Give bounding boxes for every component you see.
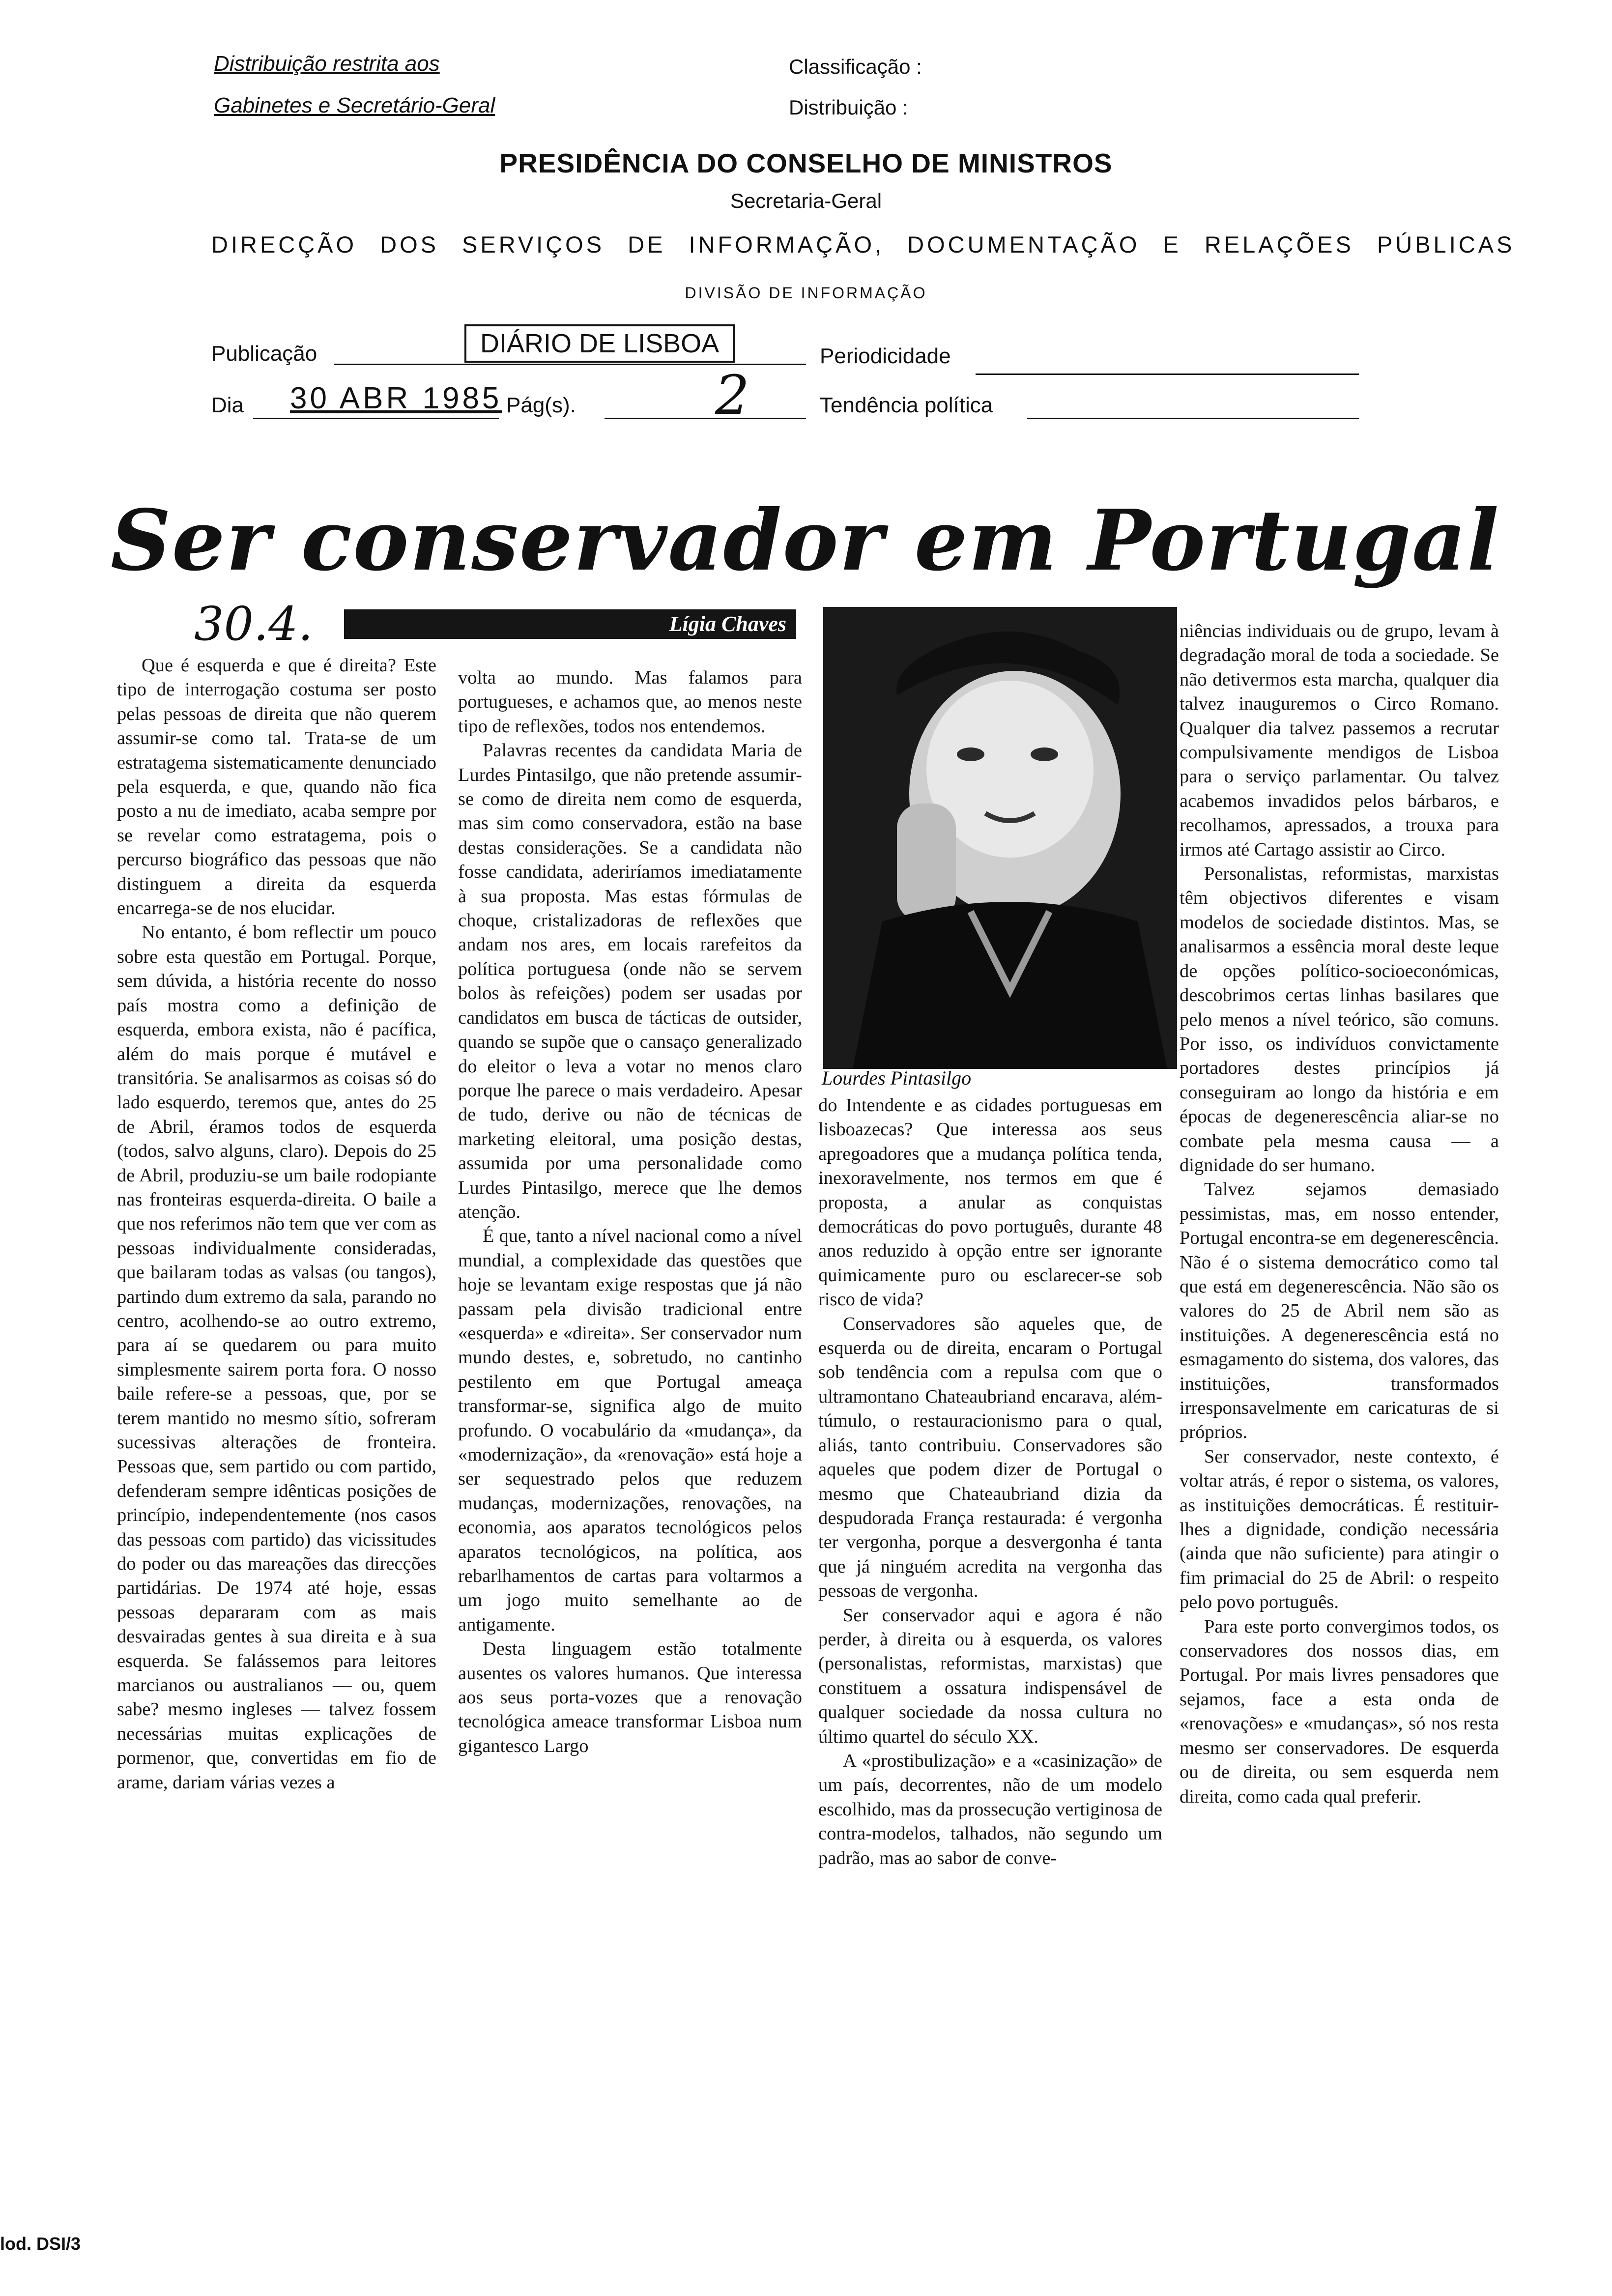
publicacao-label: Publicação — [211, 342, 317, 366]
col4-paragraph-2: Personalistas, reformistas, marxistas têm objectivos diferentes e visam modelos de sociedade distintos. Mas, se analisarmos a essência moral deste leque de opções político-socioeconómicas, descobrimos certas linhas basilares que pelo menos a nível teórico, são comuns. Por isso, os indivíduos convictamente portadores destes princípios já conseguiram ao longo da história e em épocas de degenerescência aliar-se no combate pela mesma causa — a dignidade do ser humano. — [1180, 863, 1499, 1176]
handwritten-note: 30.4. — [194, 597, 313, 651]
col1-paragraph-2: No entanto, é bom reflectir um pouco sobre esta questão em Portugal. Porque, sem dúvida, a história recente do nosso país mostra como a definição de esquerda, embora exista, não é pacífica, além do mais porque é mutável e transitória. Se analisarmos as coisas só do lado esquerdo, teremos que, antes do 25 de Abril, éramos todos de esquerda (todos, salvo alguns, claro). Depois do 25 de Abril, produziu-se um baile rodopiante nas fronteiras esquerda-direita. O baile a que nos referimos não tem que ver com as pessoas individualmente consideradas, que bailaram todas as valsas (ou tangos), partindo dum extremo da sala, parando no centro, acolhendo-se ao outro extremo, para aí se quedarem ou para muito simplesmente sairem porta fora. O nosso baile refere-se a pessoas, que, por se terem mantido no mesmo sítio, sofreram sucessivas alterações de fronteira. Pessoas que, sem partido ou com partido, defenderam sempre idênticas posições de princípio, independentemente (nos casos das pessoas com partido) das vicissitudes do poder ou das mareações das direcções partidárias. De 1974 até hoje, essas pessoas depararam com as mais desvairadas gentes à sua direita e à sua esquerda. Se falássemos para leitores marcianos ou australianos — ou, quem sabe? mesmo ingleses — talvez fossem necessárias muitas explicações de pormenor, que, convertidas em fio de arame, dariam várias vezes a — [117, 922, 437, 1793]
photo-caption: Lourdes Pintasilgo — [822, 1067, 972, 1089]
article-headline: Ser conservador em Portugal — [111, 491, 1500, 590]
direction-line: DIRECÇÃO DOS SERVIÇOS DE INFORMAÇÃO, DOCUMENTAÇÃO E RELAÇÕES PÚBLICAS — [211, 231, 1515, 258]
col2-paragraph-3: É que, tanto a nível nacional como a nível mundial, a complexidade das questões que hoje se levantam exige respostas que já não passam pela divisão tradicional entre «esquerda» e «direita». Ser conservador num mundo destes, e, sobretudo, no cantinho pestilento em que Portugal ameaça transformar-se, significa algo de muito profundo. O vocabulário da «mudança», da «modernização», da «renovação» está hoje a ser sequestrado pelos que reduzem mudanças, modernizações, renovações, na economia, aos aparatos tecnológicos pelos aparatos tecnológicos, na política, aos rebarlhamentos de cartas para voltarmos a um jogo muito semelhante ao de antigamente. — [458, 1226, 802, 1635]
article-column-2 — [458, 666, 802, 1758]
col4-paragraph-4: Ser conservador, neste contexto, é voltar atrás, é repor o sistema, os valores, as instituições democráticas. É restituir-lhes a dignidade, condição necessária (ainda que não suficiente) para atingir o fim primacial do 25 de Abril: o respeito pelo povo português. — [1180, 1446, 1499, 1613]
dia-label: Dia — [211, 393, 244, 417]
distribution-line-1: Distribuição restrita aos — [214, 52, 440, 76]
col3-paragraph-4: A «prostibulização» e a «casinização» de um país, decorrentes, não de um modelo escolhido, mas da prossecução vertiginosa de contra-modelos, talhados, não segundo um padrão, mas ao sabor de conve- — [818, 1750, 1162, 1868]
form-code: lod. DSI/3 — [0, 2234, 81, 2254]
division-line: DIVISÃO DE INFORMAÇÃO — [685, 284, 927, 302]
tendencia-label: Tendência política — [820, 393, 993, 417]
article-column-4 — [1180, 619, 1499, 1809]
col2-paragraph-4: Desta linguagem estão totalmente ausentes os valores humanos. Que interessa aos seus porta-vozes que a renovação tecnológica ameace transformar Lisboa num gigantesco Largo — [458, 1638, 802, 1756]
tendencia-line — [1027, 418, 1359, 419]
org-title: PRESIDÊNCIA DO CONSELHO DE MINISTROS — [499, 148, 1113, 178]
col4-paragraph-5: Para este porto convergimos todos, os conservadores dos nossos dias, em Portugal. Por mais livres pensadores que sejamos, face a esta onda de «renovações» e «mudanças», só nos resta mesmo ser conservadores. De esquerda ou de direita, ou sem esquerda nem direita, como cada qual preferir. — [1180, 1616, 1499, 1807]
col3-paragraph-3: Ser conservador aqui e agora é não perder, à direita ou à esquerda, os valores (personalistas, reformistas, marxistas) que constituem a ossatura indispensável de qualquer sociedade da nossa cultura no último quartel do século XX. — [818, 1605, 1162, 1747]
distribuicao-label: Distribuição : — [789, 96, 908, 119]
publicacao-value: DIÁRIO DE LISBOA — [464, 324, 735, 363]
pags-line — [604, 418, 806, 419]
col4-paragraph-1: niências individuais ou de grupo, levam à degradação moral de toda a sociedade. Se não detivermos esta marcha, qualquer dia talvez inauguremos o Circo Romano. Qualquer dia talvez passemos a recrutar compulsivamente mendigos de Lisboa para o serviço parlamentar. Ou talvez acabemos invadidos pelos bárbaros, e recolhamos, apressados, a trouxa para irmos até Cartago assistir ao Circo. — [1180, 621, 1499, 860]
col2-paragraph-2: Palavras recentes da candidata Maria de Lurdes Pintasilgo, que não pretende assumir-se como de direita nem como de esquerda, mas sim como conservadora, estão na base destas considerações. Se a candidata não fosse candidata, aderiríamos imediatamente à sua proposta. Mas estas fórmulas de choque, cristalizadoras de reflexões que andam nos ares, em locais rarefeitos da política portuguesa (onde não se servem bolos às refeições) podem ser usadas por candidatos em busca de tácticas de outsider, quando se supõe que o cansaço generalizado do eleitor o leva a votar no menos claro porque lhe parece o mais verdadeiro. Apesar de tudo, derive ou não de técnicas de marketing eleitoral, uma posição destas, assumida por uma personalidade como Lurdes Pintasilgo, merece que lhe demos atenção. — [458, 740, 802, 1222]
col1-paragraph-1: Que é esquerda e que é direita? Este tipo de interrogação costuma ser posto pelas pessoas de direita que não querem assumir-se como tal. Trata-se de um estratagema sistematicamente denunciado pela esquerda, e que, quando não fica posto a nu de imediato, acaba sempre por se revelar como estratagema, pois o percurso biográfico das pessoas que não distinguem a direita da esquerda encarrega-se de nos elucidar. — [117, 655, 436, 919]
dia-value: 30 ABR 1985 — [290, 381, 502, 415]
pags-value: 2 — [715, 364, 749, 427]
article-column-3 — [818, 1093, 1162, 1870]
sub-org: Secretaria-Geral — [730, 189, 882, 212]
col2-paragraph-1: volta ao mundo. Mas falamos para portugueses, e achamos que, ao menos neste tipo de reflexões, todos nos entendemos. — [458, 667, 802, 737]
periodicidade-label: Periodicidade — [820, 344, 951, 368]
portrait-photo — [823, 607, 1177, 1069]
portrait-photo-illustration — [823, 607, 1177, 1069]
article-column-1 — [117, 654, 436, 1795]
col3-paragraph-1: do Intendente e as cidades portuguesas em lisboazecas? Que interessa aos seus apregoadores que a mudança política tenda, inexoravelmente, nos termos em que é proposta, a anular as conquistas democráticas do povo português, durante 48 anos reduzido à opção entre ser ignorante quimicamente puro ou esclarecer-se sob risco de vida? — [818, 1095, 1162, 1310]
classificacao-label: Classificação : — [789, 55, 922, 78]
pags-label: Pág(s). — [506, 393, 576, 417]
periodicidade-line — [976, 373, 1359, 375]
col3-paragraph-2: Conservadores são aqueles que, de esquerda ou de direita, encaram o Portugal sob tendência com a repulsa com que o ultramontano Chateaubriand encarava, além-túmulo, o restauracionismo para o qual, aliás, tanto contribuiu. Conservadores são aqueles que podem dizer de Portugal o mesmo que Chateaubriand dizia da despudorada França restaurada: é vergonha ter vergonha, porque a desvergonha é tanta que já ninguém acredita na vergonha das pessoas de vergonha. — [818, 1313, 1162, 1602]
distribution-line-2: Gabinetes e Secretário-Geral — [214, 93, 495, 117]
author-byline: Lígia Chaves — [344, 609, 796, 639]
dia-line — [253, 418, 499, 419]
col4-paragraph-3: Talvez sejamos demasiado pessimistas, mas, em nosso entender, Portugal encontra-se em degenerescência. Não é o sistema democrático como tal que está em degenerescência. Não são os valores do 25 de Abril nem são as instituições. A degenerescência está no esmagamento do sistema, dos valores, das instituições, transformados irresponsavelmente em caricaturas de si próprios. — [1180, 1179, 1499, 1443]
